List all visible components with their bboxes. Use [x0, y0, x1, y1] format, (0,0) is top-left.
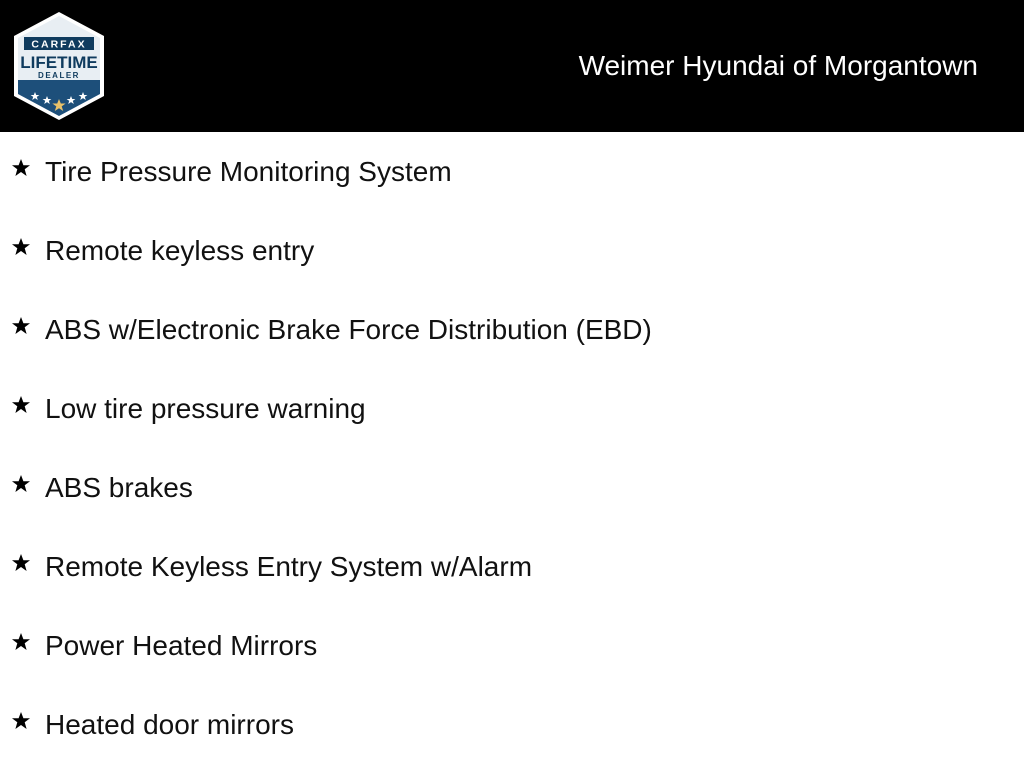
feature-item: [0, 211, 1024, 290]
feature-label: ABS brakes: [45, 472, 193, 503]
feature-label: ABS w/Electronic Brake Force Distribution (EBD): [45, 314, 652, 345]
dealer-name: Weimer Hyundai of Morgantown: [578, 50, 978, 81]
feature-label: Remote Keyless Entry System w/Alarm: [45, 551, 533, 582]
star-icon: [11, 711, 31, 731]
feature-label: Power Heated Mirrors: [45, 630, 318, 661]
header-bar: [0, 0, 1024, 132]
feature-item: [0, 527, 1024, 606]
feature-item: [0, 685, 1024, 764]
carfax-lifetime-dealer-badge-icon: [10, 10, 108, 122]
feature-item: [0, 369, 1024, 448]
feature-label: Heated door mirrors: [45, 709, 294, 740]
star-icon: [11, 395, 31, 415]
feature-label: Remote keyless entry: [45, 235, 315, 266]
feature-item: [0, 290, 1024, 369]
feature-item: [0, 132, 1024, 211]
star-icon: [11, 474, 31, 494]
feature-item: [0, 448, 1024, 527]
star-icon: [11, 237, 31, 257]
badge-lifetime-text: LIFETIME: [20, 53, 98, 72]
star-icon: [11, 316, 31, 336]
feature-label: Tire Pressure Monitoring System: [45, 156, 452, 187]
feature-label: Low tire pressure warning: [45, 393, 366, 424]
feature-item: [0, 606, 1024, 685]
star-icon: [11, 632, 31, 652]
badge-dealer-text: DEALER: [38, 71, 80, 80]
badge-carfax-text: CARFAX: [31, 38, 87, 51]
star-icon: [11, 553, 31, 573]
star-icon: [11, 158, 31, 178]
feature-list: [0, 132, 1024, 764]
